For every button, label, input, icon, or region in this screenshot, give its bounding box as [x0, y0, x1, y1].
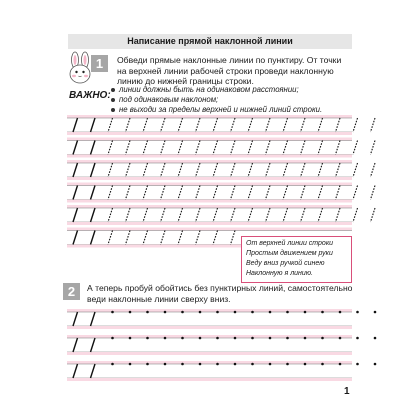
row-band: [67, 352, 352, 355]
dashed-slant-line: [213, 163, 218, 177]
start-dot: [304, 337, 307, 340]
dashed-slant-line: [318, 141, 323, 155]
start-dot: [286, 311, 289, 314]
dashed-slant-line: [248, 163, 253, 177]
dashed-slant-line: [108, 208, 113, 222]
start-dot: [164, 311, 167, 314]
dashed-slant-line: [231, 231, 236, 245]
traced-slant-line: [73, 364, 78, 378]
dashed-slant-line: [161, 141, 166, 155]
start-dot: [164, 337, 167, 340]
start-dot: [286, 337, 289, 340]
start-dot: [111, 363, 114, 366]
dashed-slant-line: [231, 163, 236, 177]
start-dot: [164, 363, 167, 366]
dashed-slant-line: [266, 163, 271, 177]
dashed-slant-line: [161, 118, 166, 132]
row-band: [67, 222, 352, 225]
traced-slant-line: [91, 208, 96, 222]
dashed-slant-line: [196, 208, 201, 222]
dashed-slant-line: [143, 186, 148, 200]
start-dot: [269, 363, 272, 366]
task-1-instruction: Обведи прямые наклонные линии по пунктиру. От точки на верхней линии рабочей строки проведи наклонную линию до нижней границы строки.: [117, 55, 342, 86]
start-dot: [234, 311, 237, 314]
dashed-slant-line: [248, 118, 253, 132]
start-dot: [181, 363, 184, 366]
rule-item: под одинаковым наклоном;: [111, 95, 351, 105]
dashed-slant-line: [231, 186, 236, 200]
start-dot: [286, 363, 289, 366]
traced-slant-line: [73, 338, 78, 352]
start-dot: [146, 337, 149, 340]
start-dot: [356, 311, 359, 314]
dashed-slant-line: [178, 186, 183, 200]
row-band: [67, 177, 352, 180]
dashed-slant-line: [108, 231, 113, 245]
dashed-slant-line: [213, 118, 218, 132]
start-dot: [321, 363, 324, 366]
rule-item: не выходи за пределы верхней и нижней линий строки.: [111, 105, 351, 115]
dashed-slant-line: [266, 118, 271, 132]
rhyme-line: Простым движением руки: [246, 250, 333, 257]
dashed-slant-line: [353, 118, 358, 132]
dashed-slant-line: [161, 231, 166, 245]
dashed-slant-line: [336, 118, 341, 132]
start-dot: [111, 311, 114, 314]
start-dot: [356, 363, 359, 366]
dashed-slant-line: [143, 118, 148, 132]
dashed-slant-line: [143, 231, 148, 245]
start-dot: [356, 337, 359, 340]
row-band: [67, 309, 352, 312]
traced-slant-line: [91, 231, 96, 245]
start-dot: [251, 363, 254, 366]
start-dot: [181, 337, 184, 340]
dashed-slant-line: [143, 163, 148, 177]
dashed-slant-line: [213, 141, 218, 155]
dashed-slant-line: [213, 186, 218, 200]
dashed-slant-line: [196, 186, 201, 200]
dashed-slant-line: [301, 163, 306, 177]
dashed-slant-line: [283, 208, 288, 222]
traced-slant-line: [73, 208, 78, 222]
dashed-slant-line: [248, 186, 253, 200]
start-dot: [339, 337, 342, 340]
dashed-slant-line: [231, 208, 236, 222]
start-dot: [234, 363, 237, 366]
traced-slant-line: [91, 364, 96, 378]
row-band: [67, 155, 352, 158]
start-dot: [199, 311, 202, 314]
row-band: [67, 326, 352, 329]
start-dot: [181, 311, 184, 314]
dashed-slant-line: [126, 163, 131, 177]
dashed-slant-line: [336, 141, 341, 155]
start-dot: [129, 337, 132, 340]
traced-slant-line: [73, 118, 78, 132]
rhyme-box: [241, 236, 352, 283]
dashed-slant-line: [301, 141, 306, 155]
dashed-slant-line: [108, 186, 113, 200]
row-band: [67, 160, 352, 163]
dashed-slant-line: [178, 231, 183, 245]
rhyme-line: От верхней линии строки: [246, 240, 334, 247]
dashed-slant-line: [283, 163, 288, 177]
dashed-slant-line: [266, 141, 271, 155]
important-label: ВАЖНО:: [69, 90, 111, 101]
start-dot: [269, 311, 272, 314]
dashed-slant-line: [126, 208, 131, 222]
dashed-slant-line: [353, 141, 358, 155]
task-2-instruction: А теперь пробуй обойтись без пунктирных линий, самостоятельно веди наклонные линии сверху вниз.: [87, 283, 353, 304]
start-dot: [339, 311, 342, 314]
dashed-slant-line: [126, 118, 131, 132]
start-dot: [111, 337, 114, 340]
row-band: [67, 205, 352, 208]
start-dot: [216, 363, 219, 366]
start-dot: [146, 311, 149, 314]
dashed-slant-line: [231, 141, 236, 155]
dashed-slant-line: [301, 208, 306, 222]
dashed-slant-line: [266, 208, 271, 222]
start-dot: [321, 337, 324, 340]
dashed-slant-line: [143, 208, 148, 222]
dashed-slant-line: [283, 118, 288, 132]
dashed-slant-line: [353, 163, 358, 177]
dashed-slant-line: [213, 208, 218, 222]
start-dot: [146, 363, 149, 366]
task-1-number: 1: [91, 55, 108, 72]
start-dot: [304, 311, 307, 314]
traced-slant-line: [91, 141, 96, 155]
dashed-slant-line: [178, 141, 183, 155]
start-dot: [374, 337, 377, 340]
dashed-slant-line: [108, 163, 113, 177]
dashed-slant-line: [318, 208, 323, 222]
dashed-slant-line: [108, 141, 113, 155]
traced-slant-line: [73, 312, 78, 326]
dashed-slant-line: [161, 186, 166, 200]
start-dot: [199, 363, 202, 366]
row-band: [67, 228, 352, 231]
dashed-slant-line: [318, 118, 323, 132]
dashed-slant-line: [371, 141, 376, 155]
start-dot: [304, 363, 307, 366]
row-band: [67, 378, 352, 381]
task-2-number: 2: [63, 283, 80, 300]
traced-slant-line: [91, 163, 96, 177]
dashed-slant-line: [318, 163, 323, 177]
traced-slant-line: [91, 338, 96, 352]
dashed-slant-line: [336, 163, 341, 177]
dashed-slant-line: [231, 118, 236, 132]
traced-slant-line: [73, 186, 78, 200]
traced-slant-line: [73, 141, 78, 155]
start-dot: [199, 337, 202, 340]
dashed-slant-line: [161, 208, 166, 222]
dashed-slant-line: [248, 208, 253, 222]
start-dot: [129, 363, 132, 366]
traced-slant-line: [91, 312, 96, 326]
start-dot: [216, 311, 219, 314]
dashed-slant-line: [371, 118, 376, 132]
traced-slant-line: [73, 231, 78, 245]
row-band: [67, 361, 352, 364]
dashed-slant-line: [196, 118, 201, 132]
dashed-slant-line: [371, 208, 376, 222]
start-dot: [339, 363, 342, 366]
dashed-slant-line: [283, 141, 288, 155]
dashed-slant-line: [371, 186, 376, 200]
dashed-slant-line: [336, 208, 341, 222]
traced-slant-line: [73, 163, 78, 177]
dashed-slant-line: [248, 141, 253, 155]
dashed-slant-line: [196, 141, 201, 155]
start-dot: [251, 311, 254, 314]
start-dot: [251, 337, 254, 340]
start-dot: [374, 311, 377, 314]
rhyme-line: Веду вниз ручкой синею: [246, 260, 325, 267]
rule-item: линии должны быть на одинаковом расстоянии;: [111, 85, 351, 95]
dashed-slant-line: [178, 118, 183, 132]
row-band: [67, 138, 352, 141]
dashed-slant-line: [353, 186, 358, 200]
row-band: [67, 335, 352, 338]
traced-slant-line: [91, 186, 96, 200]
dashed-slant-line: [301, 118, 306, 132]
rhyme-line: Наклонную я линию.: [246, 270, 313, 277]
dashed-slant-line: [371, 163, 376, 177]
dashed-slant-line: [213, 231, 218, 245]
dashed-slant-line: [196, 231, 201, 245]
dashed-slant-line: [126, 141, 131, 155]
start-dot: [129, 311, 132, 314]
start-dot: [234, 337, 237, 340]
dashed-slant-line: [301, 186, 306, 200]
dashed-slant-line: [283, 186, 288, 200]
dashed-slant-line: [318, 186, 323, 200]
row-band: [67, 115, 352, 118]
start-dot: [374, 363, 377, 366]
row-band: [67, 132, 352, 135]
page-title: Написание прямой наклонной линии: [68, 34, 352, 49]
traced-slant-line: [91, 118, 96, 132]
dashed-slant-line: [196, 163, 201, 177]
dashed-slant-line: [108, 118, 113, 132]
dashed-slant-line: [353, 208, 358, 222]
dashed-slant-line: [126, 231, 131, 245]
dashed-slant-line: [178, 208, 183, 222]
start-dot: [269, 337, 272, 340]
start-dot: [216, 337, 219, 340]
dashed-slant-line: [143, 141, 148, 155]
row-band: [67, 200, 352, 203]
dashed-slant-line: [336, 186, 341, 200]
dashed-slant-line: [266, 186, 271, 200]
page-number: 1: [344, 386, 350, 397]
dashed-slant-line: [161, 163, 166, 177]
dashed-slant-line: [126, 186, 131, 200]
start-dot: [321, 311, 324, 314]
dashed-slant-line: [178, 163, 183, 177]
row-band: [67, 183, 352, 186]
